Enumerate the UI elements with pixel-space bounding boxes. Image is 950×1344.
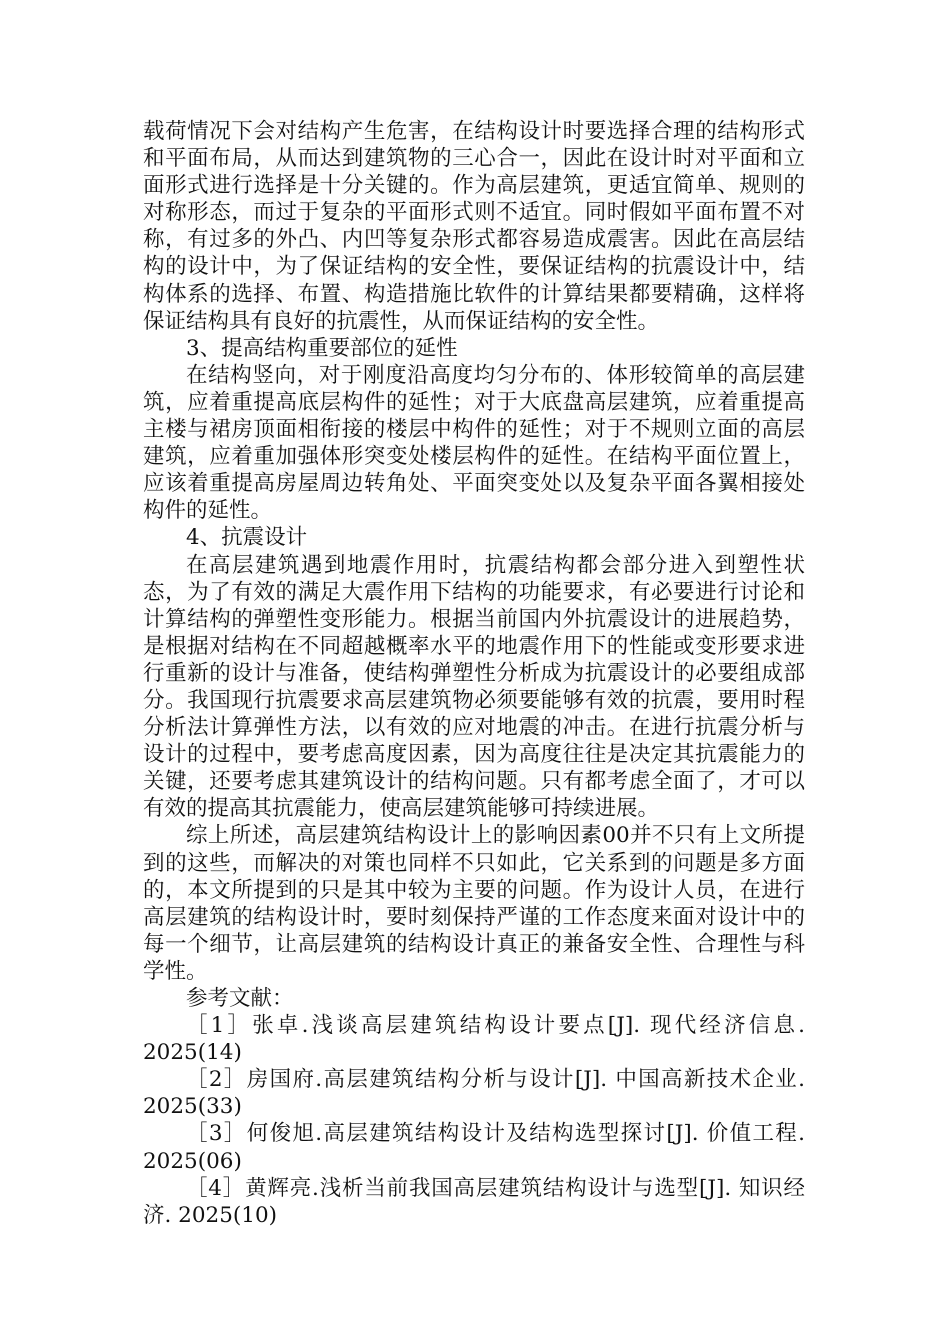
paragraph-seismic-design: 在高层建筑遇到地震作用时，抗震结构都会部分进入到塑性状态，为了有效的满足大震作用下结构的功能要求，有必要进行讨论和计算结构的弹塑性变形能力。根据当前国内外抗震设计的进展趋势，是根据对结构在不同超越概率水平的地震作用下的性能或变形要求进行重新的设计与准备，使结构弹塑性分析成为抗震设计的必要组成部分。我国现行抗震要求高层建筑物必须要能够有效的抗震，要用时程分析法计算弹性方法，以有效的应对地震的冲击。在进行抗震分析与设计的过程中，要考虑高度因素，因为高度往往是决定其抗震能力的关键，还要考虑其建筑设计的结构问题。只有都考虑全面了，才可以有效的提高其抗震能力，使高层建筑能够可持续进展。 <box>143 552 805 822</box>
reference-item: ［4］黄辉亮.浅析当前我国高层建筑结构设计与选型[J]. 知识经济. 2025(10) <box>143 1175 805 1228</box>
document-page <box>143 118 805 1229</box>
heading-seismic-design: 4、抗震设计 <box>186 525 308 551</box>
paragraph-conclusion: 综上所述，高层建筑结构设计上的影响因素00并不只有上文所提到的这些，而解决的对策也同样不只如此，它关系到的问题是多方面的，本文所提到的只是其中较为主要的问题。作为设计人员，在进行高层建筑的结构设计时，要时刻保持严谨的工作态度来面对设计中的每一个细节，让高层建筑的结构设计真正的兼备安全性、合理性与科学性。 <box>143 823 805 984</box>
paragraph-ductility: 在结构竖向，对于刚度沿高度均匀分布的、体形较简单的高层建筑，应着重提高底层构件的延性；对于大底盘高层建筑，应着重提高主楼与裙房顶面相衔接的楼层中构件的延性；对于不规则立面的高层建筑，应着重加强体形突变处楼层构件的延性。在结构平面位置上，应该着重提高房屋周边转角处、平面突变处以及复杂平面各翼相接处构件的延性。 <box>143 362 805 524</box>
references-heading: 参考文献： <box>186 986 294 1011</box>
paragraph-seismic-layout: 载荷情况下会对结构产生危害，在结构设计时要选择合理的结构形式和平面布局，从而达到建筑物的三心合一，因此在设计时对平面和立面形式进行选择是十分关键的。作为高层建筑，更适宜简单、规则的对称形态，而过于复杂的平面形式则不适宜。同时假如平面布置不对称，有过多的外凸、内凹等复杂形式都容易造成震害。因此在高层结构的设计中，为了保证结构的安全性，要保证结构的抗震设计中，结构体系的选择、布置、构造措施比软件的计算结果都要精确，这样将保证结构具有良好的抗震性，从而保证结构的安全性。 <box>143 119 805 334</box>
heading-ductility: 3、提高结构重要部位的延性 <box>186 335 458 361</box>
reference-item: ［2］房国府.高层建筑结构分析与设计[J]. 中国高新技术企业. 2025(33) <box>143 1067 805 1120</box>
reference-item: ［1］张卓.浅谈高层建筑结构设计要点[J]. 现代经济信息. 2025(14) <box>143 1013 805 1066</box>
reference-item: ［3］何俊旭.高层建筑结构设计及结构选型探讨[J]. 价值工程. 2025(06) <box>143 1121 805 1174</box>
